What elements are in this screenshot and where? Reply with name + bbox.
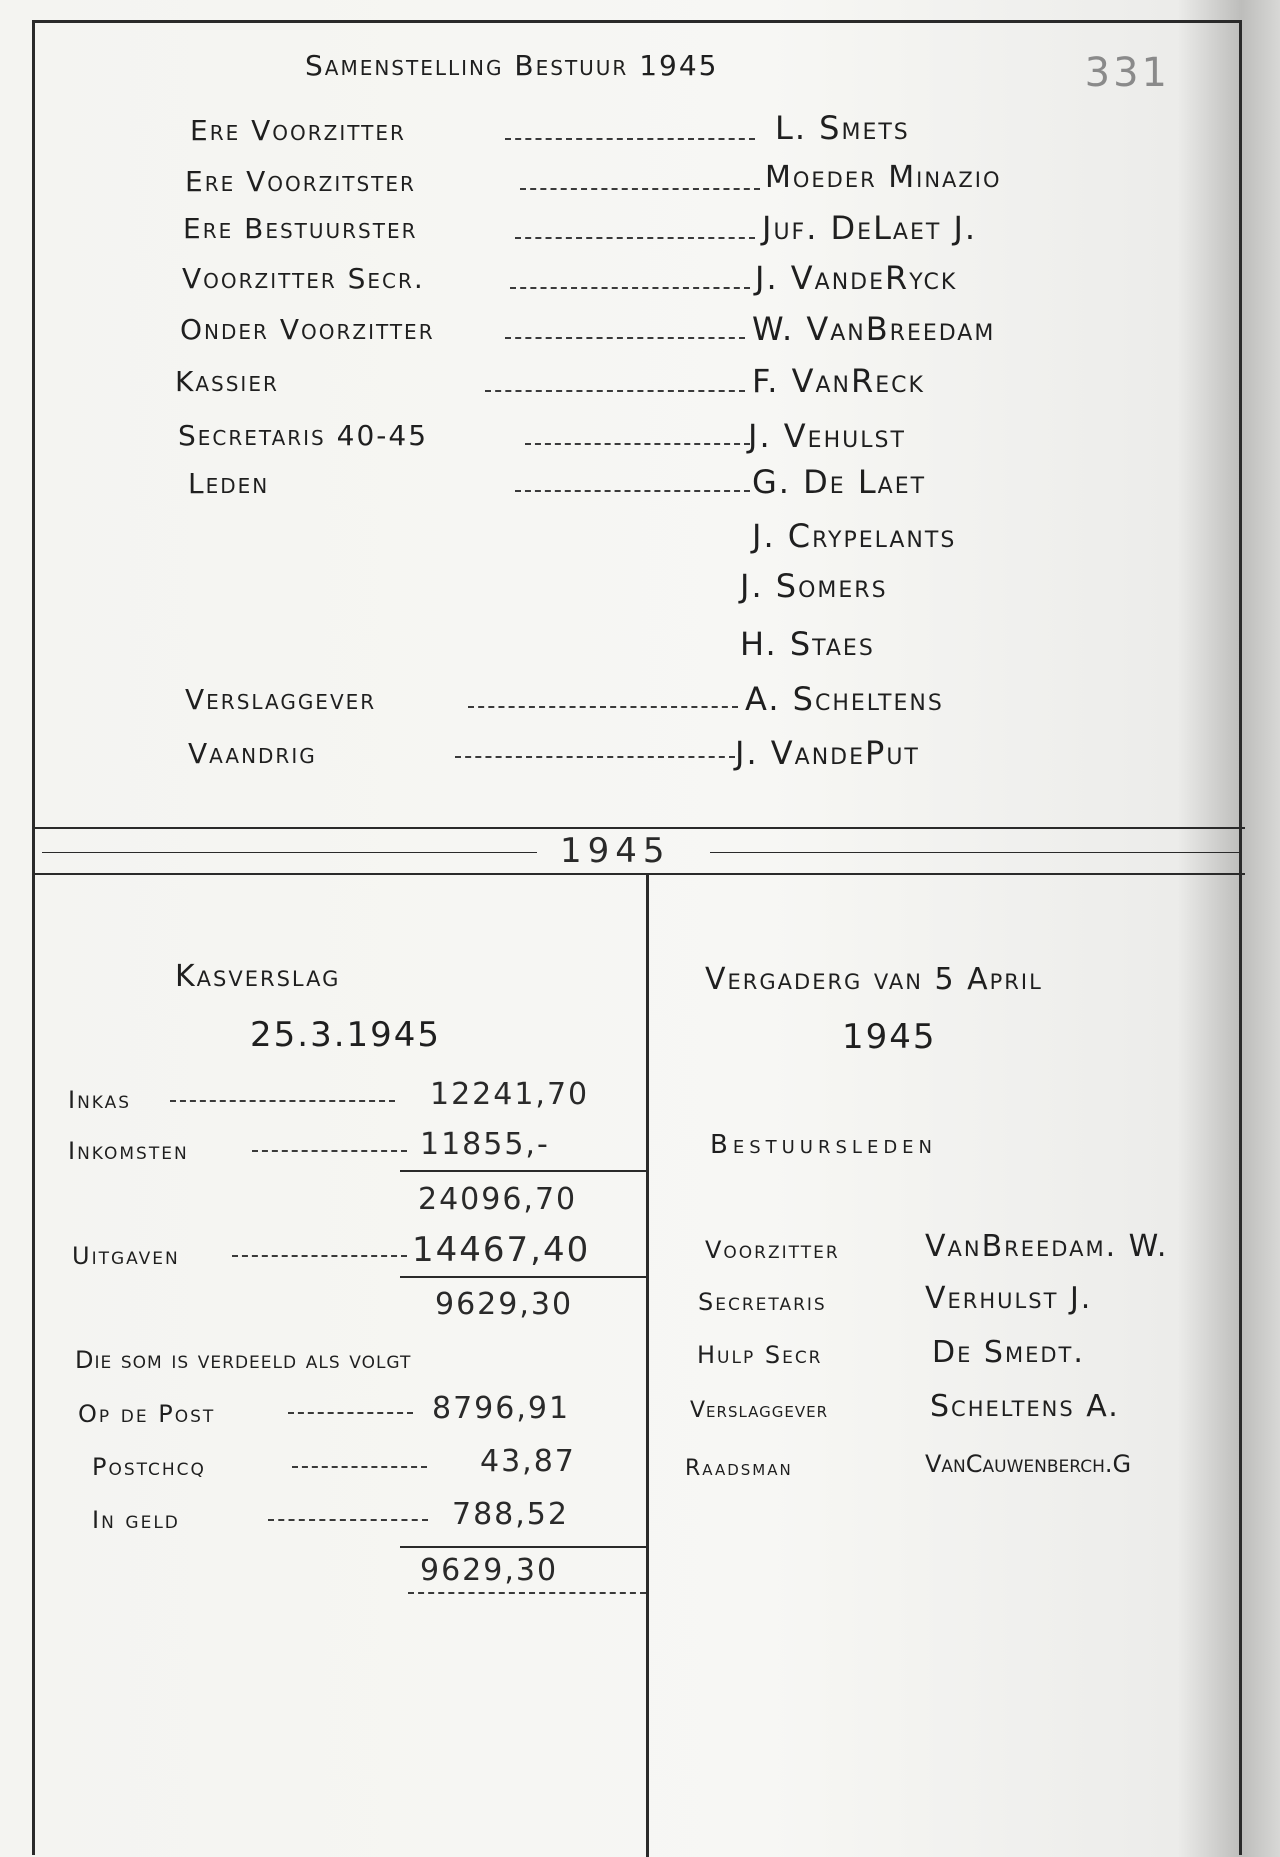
meeting-name: VanCauwenberch.G (925, 1450, 1132, 1478)
kasverslag-title: Kasverslag (175, 959, 341, 994)
leader-dash (515, 237, 755, 239)
column-divider (646, 873, 649, 1857)
meeting-name: De Smedt. (932, 1335, 1085, 1370)
leader-dash (515, 490, 750, 492)
meeting-role: Raadsman (685, 1456, 793, 1481)
kas-label: Postchcq (92, 1453, 206, 1481)
divider-line (42, 852, 537, 853)
board-name: Moeder Minazio (765, 160, 1002, 195)
meeting-year: 1945 (842, 1017, 937, 1057)
meeting-role: Voorzitter (705, 1236, 840, 1264)
board-name: J. VandePut (735, 734, 920, 772)
kas-label: Op de Post (78, 1400, 216, 1428)
leader-dash (288, 1412, 413, 1414)
board-name: Juf. DeLaet J. (762, 209, 978, 247)
board-role: Onder Voorzitter (180, 313, 435, 346)
distribution-heading: Die som is verdeeld als volgt (75, 1346, 412, 1374)
leader-dash (505, 138, 755, 140)
divider-line (35, 873, 1245, 875)
sum-line (400, 1276, 646, 1278)
divider-year: 1945 (560, 831, 671, 871)
board-role: Leden (188, 467, 270, 500)
sum-line (400, 1546, 646, 1548)
divider-line (710, 852, 1240, 853)
total-underline (408, 1592, 646, 1594)
meeting-role: Hulp Secr (697, 1341, 823, 1369)
leader-dash (505, 337, 745, 339)
board-role: Kassier (175, 365, 279, 398)
kas-value: 11855,- (420, 1127, 550, 1162)
board-name: A. Scheltens (745, 680, 944, 718)
meeting-name: VanBreedam. W. (925, 1229, 1169, 1264)
board-role: Verslaggever (185, 683, 377, 716)
kasverslag-date: 25.3.1945 (250, 1015, 442, 1055)
board-name: J. Crypelants (752, 517, 957, 555)
board-title: Samenstelling Bestuur 1945 (305, 49, 719, 82)
board-name: W. VanBreedam (752, 310, 996, 348)
leader-dash (510, 287, 750, 289)
kas-total: 9629,30 (420, 1553, 559, 1588)
leader-dash (455, 756, 735, 758)
meeting-role: Secretaris (698, 1288, 827, 1316)
sum-line (400, 1170, 646, 1172)
board-name: J. Somers (740, 567, 888, 605)
kas-label: Uitgaven (72, 1242, 180, 1270)
board-role: Voorzitter Secr. (182, 262, 425, 295)
leader-dash (232, 1255, 407, 1257)
board-name: L. Smets (775, 109, 910, 147)
kas-value: 14467,40 (412, 1230, 591, 1270)
board-role: Ere Bestuurster (183, 212, 418, 245)
leader-dash (520, 188, 760, 190)
kas-label: Inkomsten (68, 1137, 189, 1165)
meeting-name: Scheltens A. (930, 1389, 1120, 1424)
meeting-role: Verslaggever (690, 1398, 829, 1423)
leader-dash (170, 1100, 395, 1102)
meeting-title: Vergaderg van 5 April (705, 962, 1043, 997)
leader-dash (468, 706, 738, 708)
meeting-subtitle: Bestuursleden (710, 1130, 938, 1160)
board-role: Secretaris 40-45 (178, 419, 429, 452)
board-name: H. Staes (740, 625, 875, 663)
kas-value: 12241,70 (430, 1077, 590, 1112)
divider-line (35, 827, 1245, 829)
kas-label: Inkas (68, 1086, 132, 1114)
kas-value: 788,52 (452, 1497, 569, 1532)
page-frame (32, 20, 1242, 1855)
kas-value: 43,87 (480, 1444, 576, 1479)
board-role: Vaandrig (188, 737, 317, 770)
meeting-name: Verhulst J. (925, 1281, 1093, 1316)
board-name: G. De Laet (752, 463, 927, 501)
board-role: Ere Voorzitter (190, 114, 406, 147)
page-number: 331 (1084, 50, 1170, 96)
board-name: F. VanReck (752, 362, 925, 400)
kas-value: 24096,70 (418, 1182, 578, 1217)
leader-dash (292, 1466, 427, 1468)
board-name: J. Vehulst (748, 417, 906, 455)
board-role: Ere Voorzitster (185, 165, 416, 198)
board-name: J. VandeRyck (755, 259, 958, 297)
kas-label: In geld (92, 1506, 180, 1534)
leader-dash (525, 443, 750, 445)
leader-dash (268, 1519, 428, 1521)
leader-dash (252, 1150, 407, 1152)
leader-dash (485, 390, 745, 392)
kas-value: 9629,30 (435, 1287, 574, 1322)
kas-value: 8796,91 (432, 1391, 571, 1426)
